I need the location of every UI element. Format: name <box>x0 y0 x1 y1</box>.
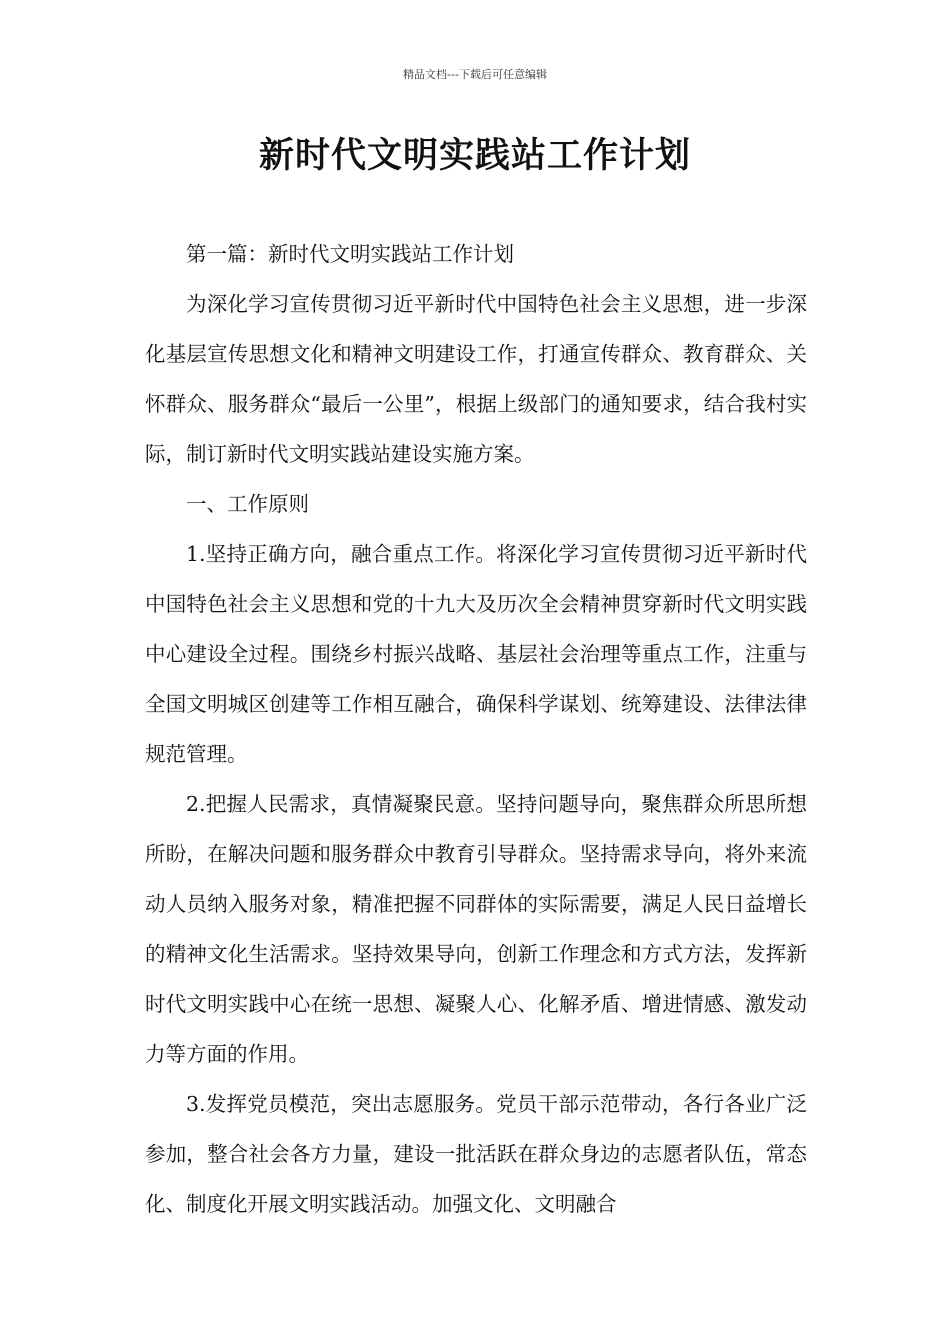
section-heading-principles: 一、工作原则 <box>186 492 309 516</box>
principle-paragraph-1: 1.坚持正确方向，融合重点工作。将深化学习宣传贯彻习近平新时代中国特色社会主义思想和党的十九大及历次全会精神贯穿新时代文明实践中心建设全过程。围绕乡村振兴战略、基层社会治理等重点工作，注重与全国文明城区创建等工作相互融合，确保科学谋划、统筹建设、法律法律规范管理。 <box>145 542 807 766</box>
principle-paragraph-2: 2.把握人民需求，真情凝聚民意。坚持问题导向，聚焦群众所思所想所盼，在解决问题和服务群众中教育引导群众。坚持需求导向，将外来流动人员纳入服务对象，精准把握不同群体的实际需要，满足人民日益增长的精神文化生活需求。坚持效果导向，创新工作理念和方式方法，发挥新时代文明实践中心在统一思想、凝聚人心、化解矛盾、增进情感、激发动力等方面的作用。 <box>145 792 807 1066</box>
document-title: 新时代文明实践站工作计划 <box>258 136 691 176</box>
principle-paragraph-3: 3.发挥党员模范，突出志愿服务。党员干部示范带动，各行各业广泛参加，整合社会各方力量，建设一批活跃在群众身边的志愿者队伍，常态化、制度化开展文明实践活动。加强文化、文明融合 <box>145 1092 807 1216</box>
document-body <box>145 229 807 1229</box>
section-heading-part-one: 第一篇：新时代文明实践站工作计划 <box>186 242 514 266</box>
intro-paragraph: 为深化学习宣传贯彻习近平新时代中国特色社会主义思想，进一步深化基层宣传思想文化和精神文明建设工作，打通宣传群众、教育群众、关怀群众、服务群众“最后一公里”，根据上级部门的通知要求，结合我村实际，制订新时代文明实践站建设实施方案。 <box>145 292 807 466</box>
page-header-note: 精品文档---下载后可任意编辑 <box>403 68 547 81</box>
